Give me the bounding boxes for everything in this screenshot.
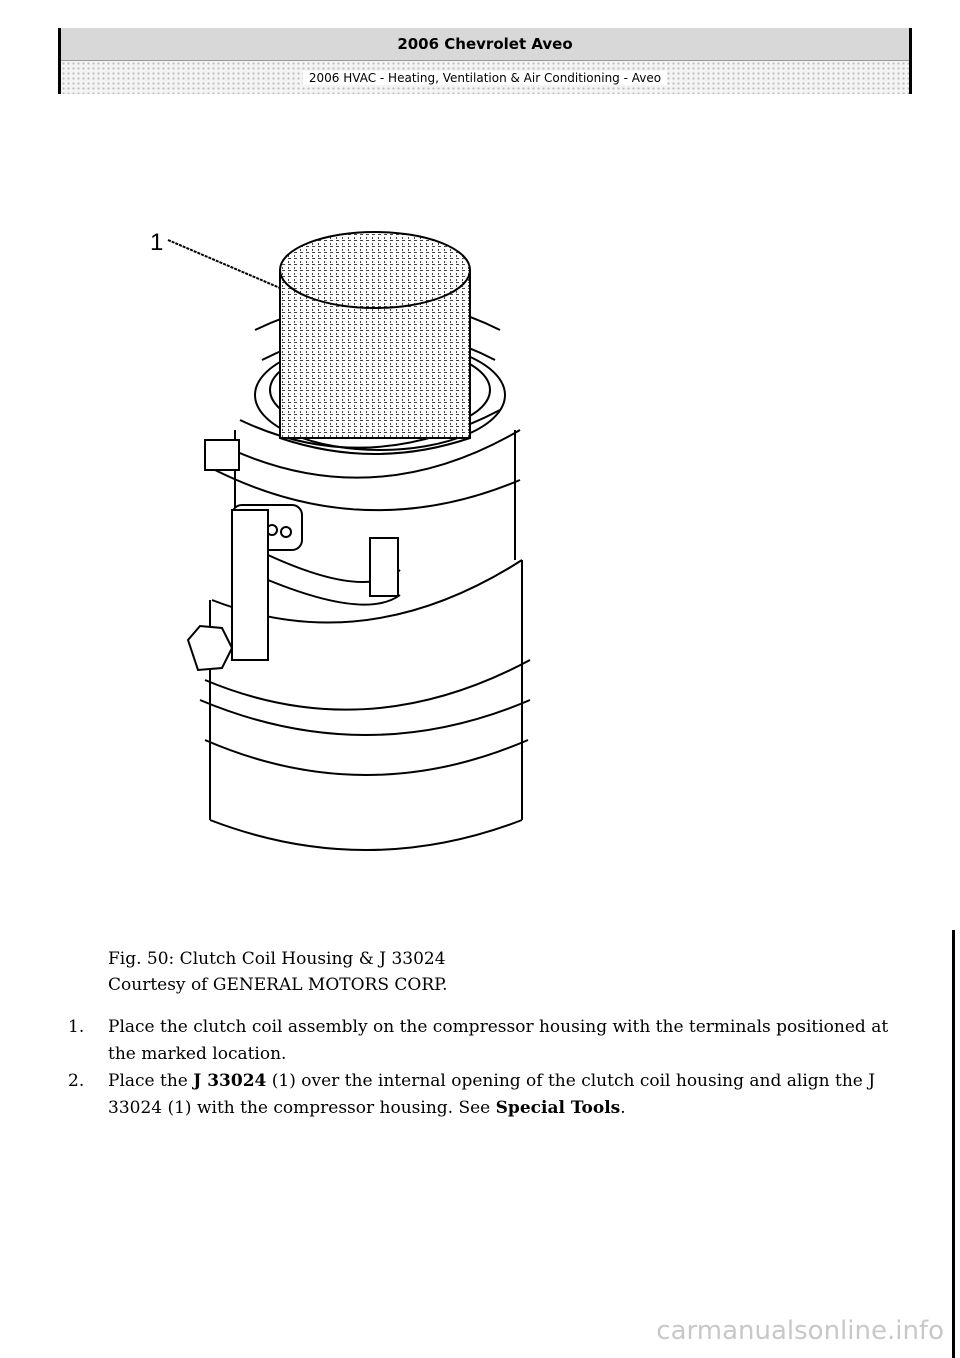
step-2 [68, 1068, 904, 1122]
header-title: 2006 Chevrolet Aveo [61, 28, 909, 61]
page-header [58, 28, 912, 94]
watermark: carmanualsonline.info [656, 1316, 944, 1346]
tool-name: J 33024 [193, 1071, 267, 1091]
figure-caption [108, 946, 448, 998]
step-text-a: Place the [108, 1071, 194, 1091]
step-text: Place the clutch coil assembly on the compressor housing with the terminals positioned at the marked location. [108, 1017, 889, 1064]
step-number: 2. [68, 1071, 85, 1091]
step-text-b: (1) over the internal opening of the clutch coil housing and align the J 33024 (1) with the compressor housing. See [108, 1071, 876, 1118]
special-tools-link[interactable]: Special Tools [495, 1098, 621, 1118]
step-text-c: . [620, 1098, 626, 1118]
header-subtitle-bar [61, 61, 909, 94]
header-subtitle: 2006 HVAC - Heating, Ventilation & Air Conditioning - Aveo [303, 71, 667, 85]
caption-title: Fig. 50: Clutch Coil Housing & J 33024 [108, 949, 446, 969]
caption-courtesy: Courtesy of GENERAL MOTORS CORP. [108, 975, 448, 995]
clutch-coil-housing-illustration [140, 200, 560, 860]
procedure-steps [68, 1014, 904, 1122]
step-number: 1. [68, 1017, 85, 1037]
step-1 [68, 1014, 904, 1068]
callout-1: 1 [150, 229, 164, 256]
page-edge-rule [952, 930, 955, 1358]
